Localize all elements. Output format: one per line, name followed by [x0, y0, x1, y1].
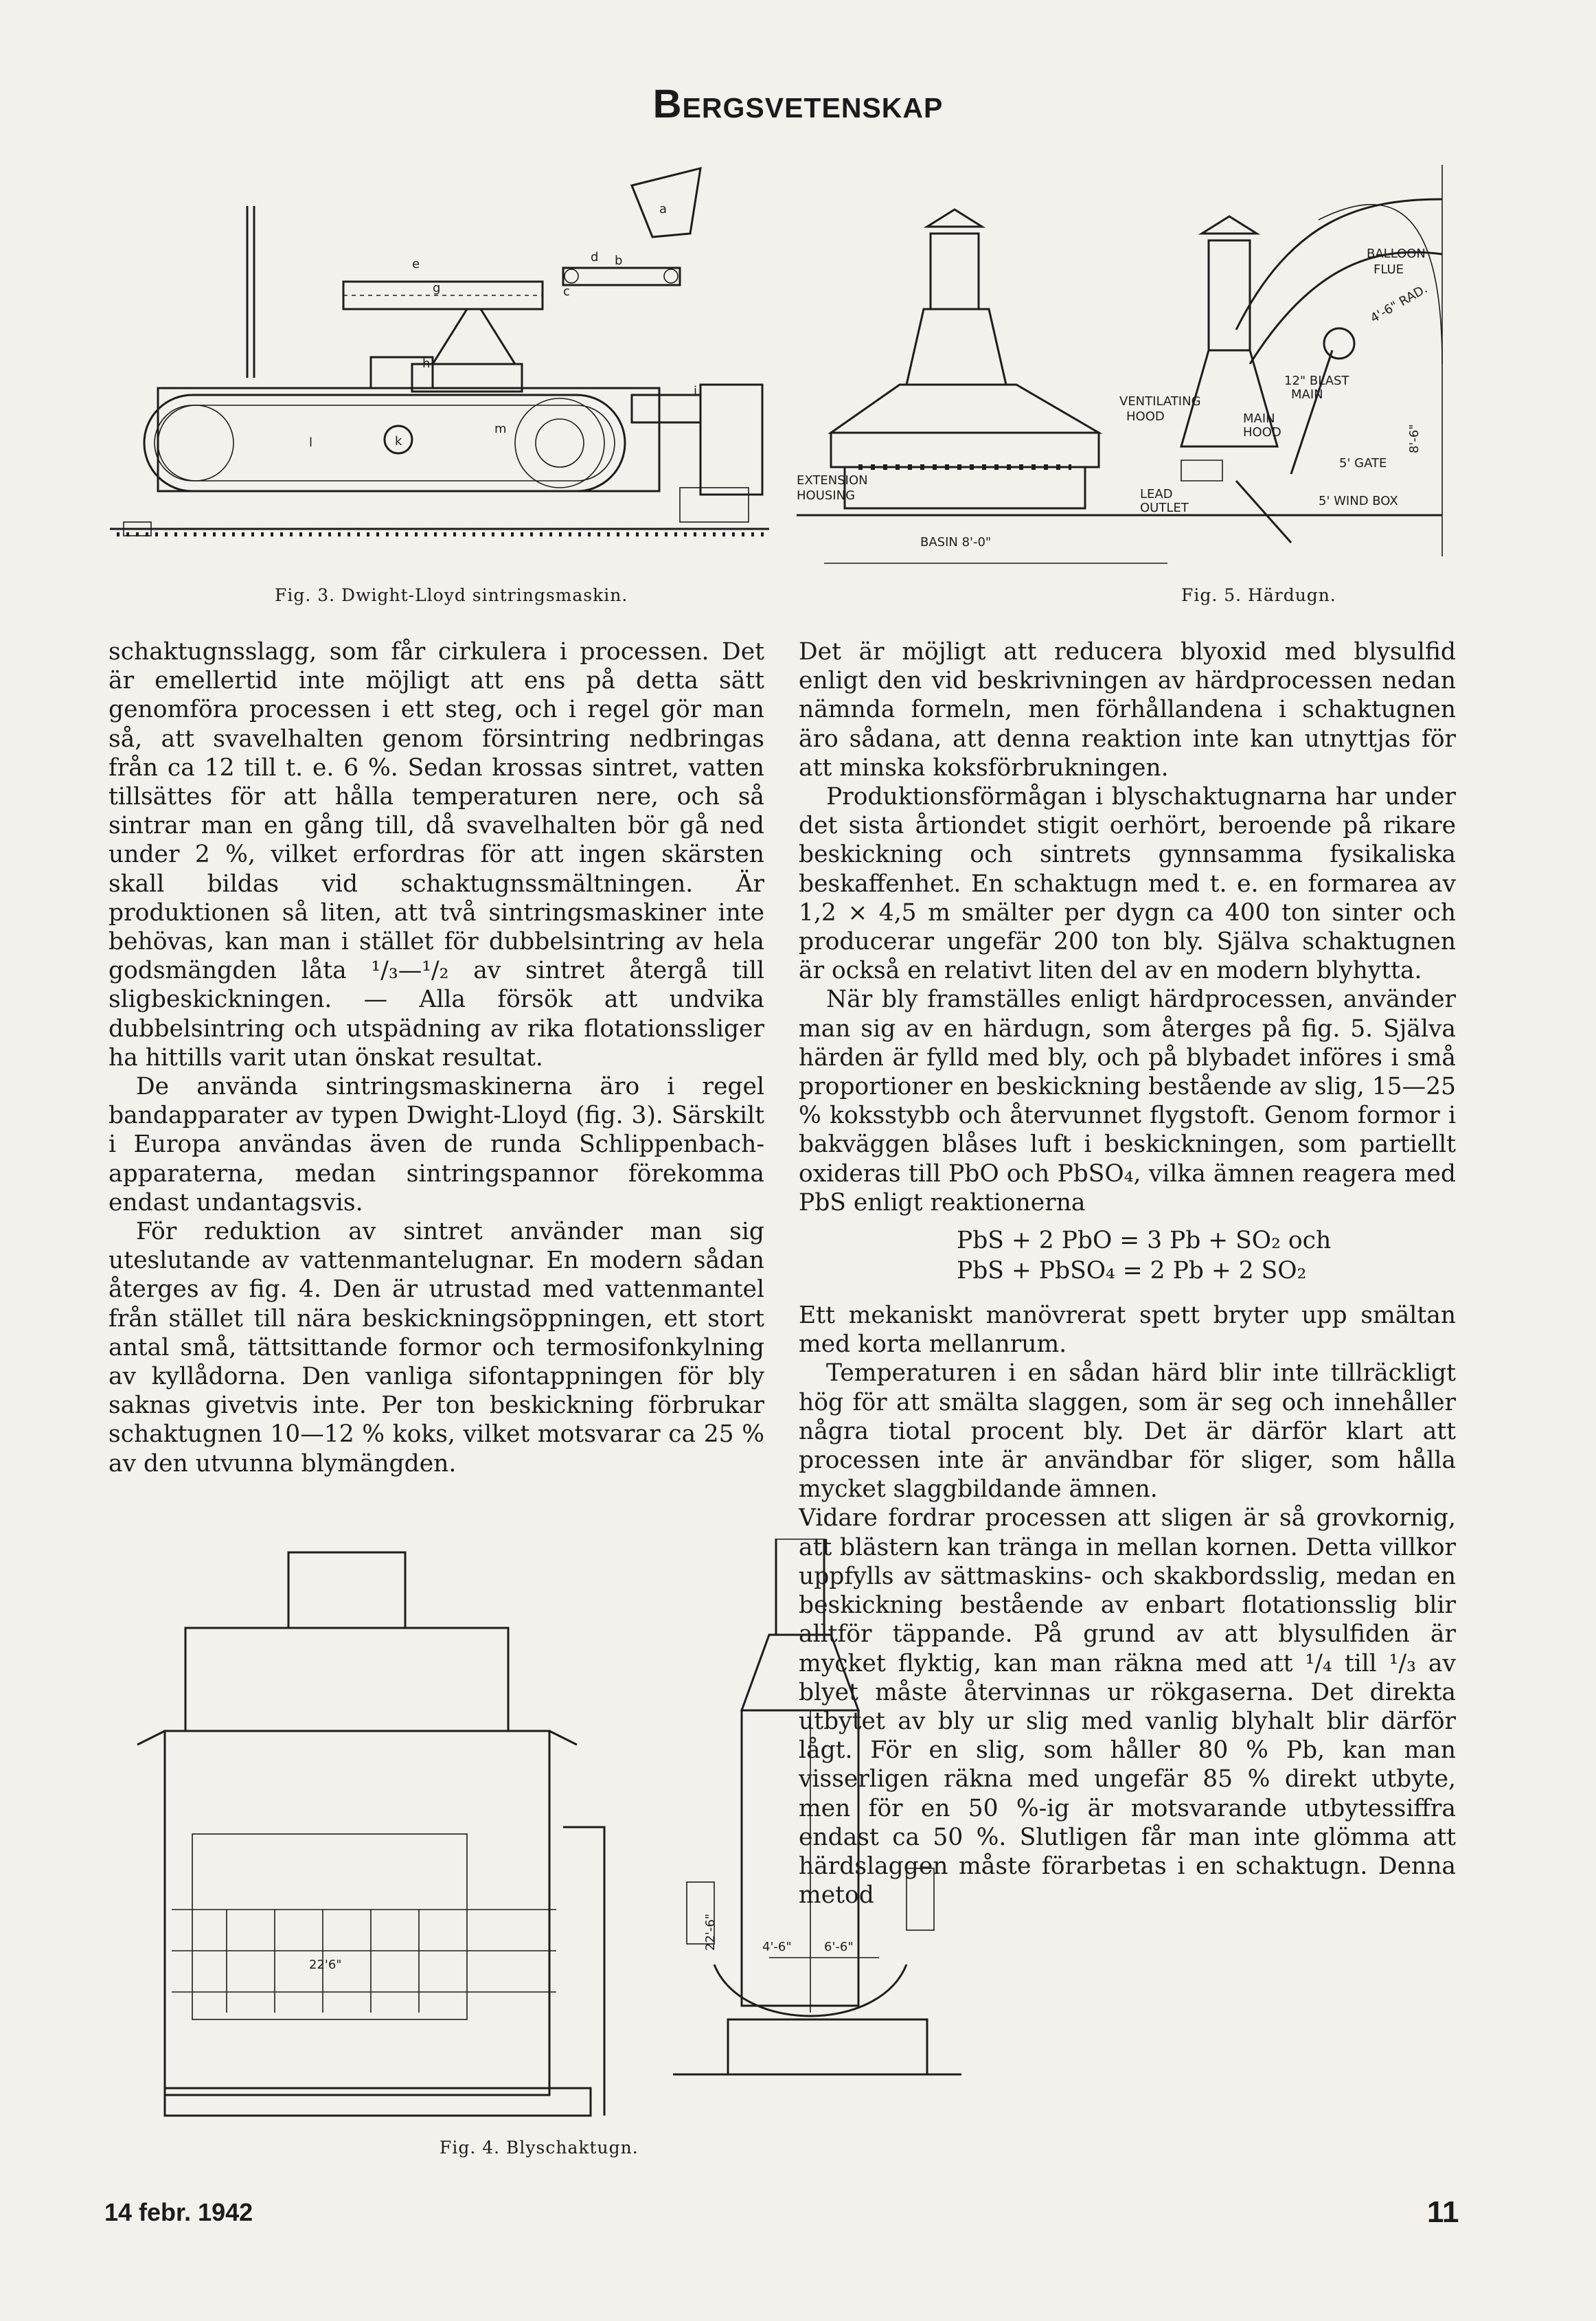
fig4-drawing: [124, 1539, 1003, 2143]
fig5-drawing: [797, 158, 1456, 570]
right-paragraph-1: Det är möjligt att reducera blyoxid med blysulfid enligt den vid beskrivningen av härdprocessen nedan nämnda formeln, men förhållandena i schaktugnen äro sådana, att denna reaktion inte kan utnyttjas för att minska koksförbrukningen.: [799, 638, 1456, 782]
svg-text:MAIN: MAIN: [1243, 411, 1275, 426]
equation-2: PbS + PbSO₄ = 2 Pb + 2 SO₂: [957, 1257, 1307, 1285]
left-paragraph-2: De använda sintringsmaskinerna äro i regel bandapparater av typen Dwight-Lloyd (fig. 3). Särskilt i Europa användas även de runda Schlippenbach-apparaterna, medan sintringspannor förekomma endast undantagsvis.: [109, 1073, 764, 1216]
fig3-caption: Fig. 3. Dwight-Lloyd sintringsmaskin.: [275, 585, 628, 605]
svg-text:d: d: [591, 250, 599, 264]
svg-text:HOUSING: HOUSING: [797, 488, 856, 503]
svg-text:5' GATE: 5' GATE: [1339, 456, 1387, 471]
right-paragraph-5: Temperaturen i en sådan härd blir inte tillräckligt hög för att smälta slaggen, som är seg och innehåller några tiotal procent bly. Det är därför klart att processen inte är användbar för sliger, som hålla mycket slaggbildande ämnen.: [799, 1359, 1456, 1504]
right-paragraph-6: Vidare fordrar processen att sligen är så grovkornig, att blästern kan tränga in mellan kornen. Detta villkor uppfylls av sättmaskins- och skakbordsslig, medan en beskickning bestående av enbart flotationsslig blir alltför täppande. På grund av att blysulfiden är mycket flyktig, kan man räkna med att ¹/₄ till ¹/₃ av blyet måste återvinnas ur rökgaserna. Det direkta utbytet av bly ur slig med vanlig blyhalt blir därför lågt. För en slig, som håller 80 % Pb, kan man visserligen räkna med ungefär 85 % direkt utbyte, men för en 50 %-ig är motsvarande utbytessiffra endast ca 50 %. Slutligen får man inte glömma att härdslaggen måste förarbetas i en schaktugn. Denna metod: [799, 1504, 1456, 1910]
page-header: Bergsvetenskap: [652, 82, 944, 126]
page-number: 11: [1427, 2195, 1459, 2229]
right-paragraph-4: Ett mekaniskt manövrerat spett bryter upp smältan med korta mellanrum.: [799, 1302, 1456, 1359]
svg-text:FLUE: FLUE: [1373, 262, 1404, 277]
svg-text:h: h: [422, 356, 431, 371]
svg-text:22'6": 22'6": [309, 1958, 342, 1972]
svg-text:HOOD: HOOD: [1243, 425, 1281, 440]
svg-text:BASIN 8'-0": BASIN 8'-0": [920, 535, 992, 550]
svg-text:a: a: [659, 202, 668, 216]
svg-text:22'-6": 22'-6": [703, 1913, 718, 1951]
svg-text:BALLOON: BALLOON: [1367, 247, 1426, 261]
svg-text:k: k: [395, 434, 402, 449]
right-paragraph-3: När bly framställes enligt härdprocessen, använder man sig av en härdugn, som återges på fig. 5. Själva härden är fylld med bly, och på blybadet införes i små proportioner en beskickning bestående av slig, 15—25 % koksstybb och återvunnet flygstoft. Genom formor i bakväggen blåses luft i beskickningen, som partiellt oxideras till PbO och PbSO₄, vilka ämnen reagera med PbS enligt reaktionerna: [799, 986, 1456, 1216]
fig3-drawing: [110, 158, 776, 570]
svg-text:5' WIND BOX: 5' WIND BOX: [1319, 494, 1398, 508]
svg-text:g: g: [433, 281, 441, 295]
footer-date: 14 febr. 1942: [104, 2198, 253, 2226]
svg-text:LEAD: LEAD: [1140, 487, 1173, 501]
svg-text:m: m: [494, 422, 507, 436]
right-paragraph-2: Produktionsförmågan i blyschaktugnarna har under det sista årtiondet stigit oerhört, beroende på rikare beskickning och sintrets gynnsamma fysikaliska beskaffenhet. En schaktugn med t. e. en formarea av 1,2 × 4,5 m smälter per dygn ca 400 ton sinter och producerar ungefär 200 ton bly. Själva schaktugnen är också en relativt liten del av en modern blyhytta.: [799, 783, 1456, 985]
svg-text:EXTENSION: EXTENSION: [797, 473, 868, 488]
fig4-caption: Fig. 4. Blyschaktugn.: [440, 2138, 639, 2158]
left-column: [109, 637, 764, 1478]
svg-text:4'-6": 4'-6": [762, 1940, 792, 1954]
fig5-caption: Fig. 5. Härdugn.: [1181, 585, 1336, 605]
svg-text:c: c: [563, 284, 570, 299]
svg-text:HOOD: HOOD: [1126, 409, 1165, 424]
svg-text:12" BLAST: 12" BLAST: [1284, 374, 1349, 388]
left-paragraph-3: För reduktion av sintret använder man sig uteslutande av vattenmantelugnar. En modern sådan återges av fig. 4. Den är utrustad med vattenmantel från stället till nära beskickningsöppningen, ett stort antal små, tättsittande formor och termosifonkylning av kyllådorna. Den vanliga sifontappningen för bly saknas givetvis inte. Per ton beskickning förbrukar schaktugnen 10—12 % koks, vilket motsvarar ca 25 % av den utvunna blymängden.: [109, 1218, 764, 1477]
svg-text:6'-6": 6'-6": [824, 1940, 854, 1954]
equation-1: PbS + 2 PbO = 3 Pb + SO₂ och: [957, 1227, 1332, 1255]
svg-text:e: e: [412, 257, 420, 271]
svg-text:4'-6" RAD.: 4'-6" RAD.: [1368, 282, 1430, 326]
svg-text:MAIN: MAIN: [1291, 387, 1323, 402]
svg-text:OUTLET: OUTLET: [1140, 501, 1189, 515]
reaction-equations: [799, 1225, 1456, 1286]
svg-text:b: b: [615, 253, 623, 268]
svg-text:l: l: [309, 435, 313, 450]
svg-text:VENTILATING: VENTILATING: [1119, 394, 1201, 409]
svg-text:i: i: [694, 384, 698, 398]
left-paragraph-1: schaktugnsslagg, som får cirkulera i processen. Det är emellertid inte möjligt att ens på detta sätt genomföra processen i ett steg, och i regel gör man så, att svavelhalten genom försintring nedbringas från ca 12 till t. e. 6 %. Sedan krossas sintret, vatten tillsättes för att hålla temperaturen nere, och så sintrar man en gång till, då svavelhalten bör gå ned under 2 %, vilket erfordras för att ingen skärsten skall bildas vid schaktugnssmältningen. Är produktionen så liten, att två sintringsmaskiner inte behövas, kan man i stället för dubbelsintring av hela godsmängden låta ¹/₃—¹/₂ av sintret återgå till sligbeskickningen. — Alla försök att undvika dubbelsintring och utspädning av rika flotationssliger ha hittills varit utan önskat resultat.: [109, 638, 764, 1072]
svg-text:8'-6": 8'-6": [1407, 424, 1422, 453]
